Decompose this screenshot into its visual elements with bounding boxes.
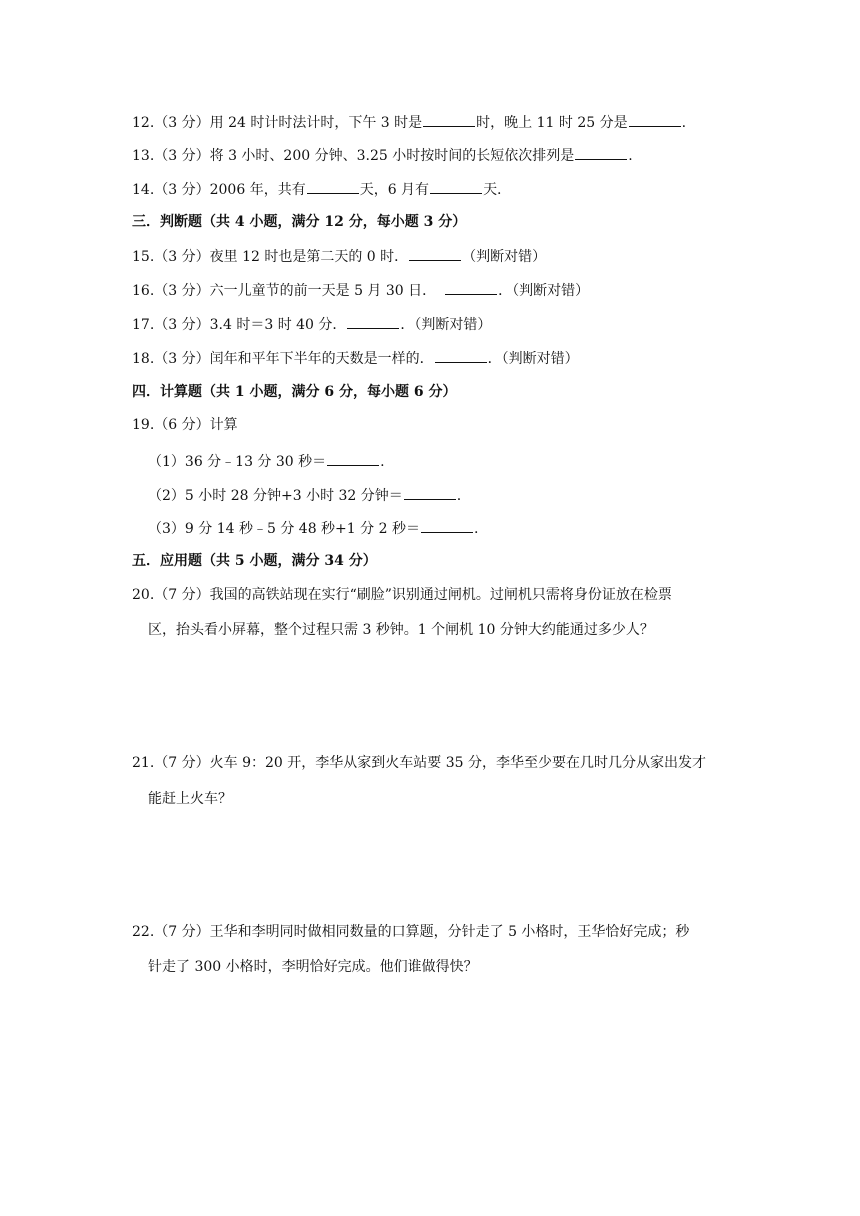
question-18-text: 18.（3 分）闰年和平年下半年的天数是一样的． (132, 351, 434, 367)
question-19-stem: 19.（6 分）计算 (132, 417, 238, 433)
part-3-text: （3）9 分 14 秒﹣5 分 48 秒+1 分 2 秒＝ (148, 521, 420, 537)
question-13-end: . (628, 148, 633, 164)
question-16-text: 16.（3 分）六一儿童节的前一天是 5 月 30 日． (132, 283, 437, 299)
question-20-line-1: 20.（7 分）我国的高铁站现在实行“刷脸”识别通过闸机。过闸机只需将身份证放在检票 (132, 587, 672, 603)
question-19-part-1 (148, 451, 385, 472)
answer-blank[interactable] (327, 451, 379, 466)
answer-blank[interactable] (430, 179, 482, 194)
question-13-text: 13.（3 分）将 3 小时、200 分钟、3.25 小时按时间的长短依次排列是 (132, 148, 575, 164)
question-15-text: 15.（3 分）夜里 12 时也是第二天的 0 时． (132, 249, 409, 265)
question-15-hint: （判断对错） (462, 249, 547, 265)
part-2-text: （2）5 小时 28 分钟+3 小时 32 分钟＝ (148, 488, 403, 504)
question-14-text: 14.（3 分）2006 年，共有 (132, 182, 306, 198)
part-1-text: （1）36 分﹣13 分 30 秒＝ (148, 454, 327, 470)
question-16-hint: ．（判断对错） (498, 283, 590, 299)
answer-blank[interactable] (409, 246, 461, 261)
part-1-end: . (380, 454, 385, 470)
question-21-line-1: 21.（7 分）火车 9：20 开，李华从家到火车站要 35 分，李华至少要在几时几分从家出发才 (132, 755, 706, 771)
answer-blank[interactable] (347, 314, 399, 329)
answer-blank[interactable] (307, 179, 359, 194)
answer-blank[interactable] (445, 280, 497, 295)
question-12 (132, 112, 686, 133)
question-22-line-2: 针走了 300 小格时，李明恰好完成。他们谁做得快？ (148, 959, 478, 975)
answer-blank[interactable] (421, 518, 473, 533)
question-13 (132, 145, 633, 166)
question-21-line-2: 能赶上火车？ (148, 791, 232, 807)
question-17 (132, 314, 491, 335)
answer-blank[interactable] (629, 112, 681, 127)
section-5-heading: 五．应用题（共 5 小题，满分 34 分） (132, 553, 377, 569)
question-14-text-2: 天，6 月有 (359, 182, 430, 198)
part-2-end: . (456, 488, 462, 504)
part-3-end: . (473, 521, 479, 537)
question-16 (132, 280, 589, 301)
answer-blank[interactable] (435, 348, 487, 363)
question-20-line-2: 区，抬头看小屏幕，整个过程只需 3 秒钟。1 个闸机 10 分钟大约能通过多少人？ (148, 622, 654, 638)
question-19-part-3 (148, 518, 478, 539)
question-17-text: 17.（3 分）3.4 时＝3 时 40 分． (132, 317, 347, 333)
answer-blank[interactable] (423, 112, 475, 127)
question-17-hint: ．（判断对错） (400, 317, 492, 333)
question-19-part-2 (148, 485, 461, 506)
question-18-hint: ．（判断对错） (487, 351, 579, 367)
question-12-end: . (681, 115, 687, 131)
question-12-text: 12.（3 分）用 24 时计时法计时，下午 3 时是 (132, 115, 423, 131)
question-18 (132, 348, 579, 369)
question-14 (132, 179, 502, 200)
question-14-end: 天. (483, 182, 502, 198)
question-15 (132, 246, 546, 267)
question-22-line-1: 22.（7 分）王华和李明同时做相同数量的口算题，分针走了 5 小格时，王华恰好完成；秒 (132, 924, 690, 940)
section-4-heading: 四．计算题（共 1 小题，满分 6 分，每小题 6 分） (132, 384, 457, 400)
answer-blank[interactable] (404, 485, 456, 500)
answer-blank[interactable] (575, 145, 627, 160)
question-12-text-2: 时，晚上 11 时 25 分是 (476, 115, 628, 131)
section-3-heading: 三．判断题（共 4 小题，满分 12 分，每小题 3 分） (132, 214, 467, 230)
